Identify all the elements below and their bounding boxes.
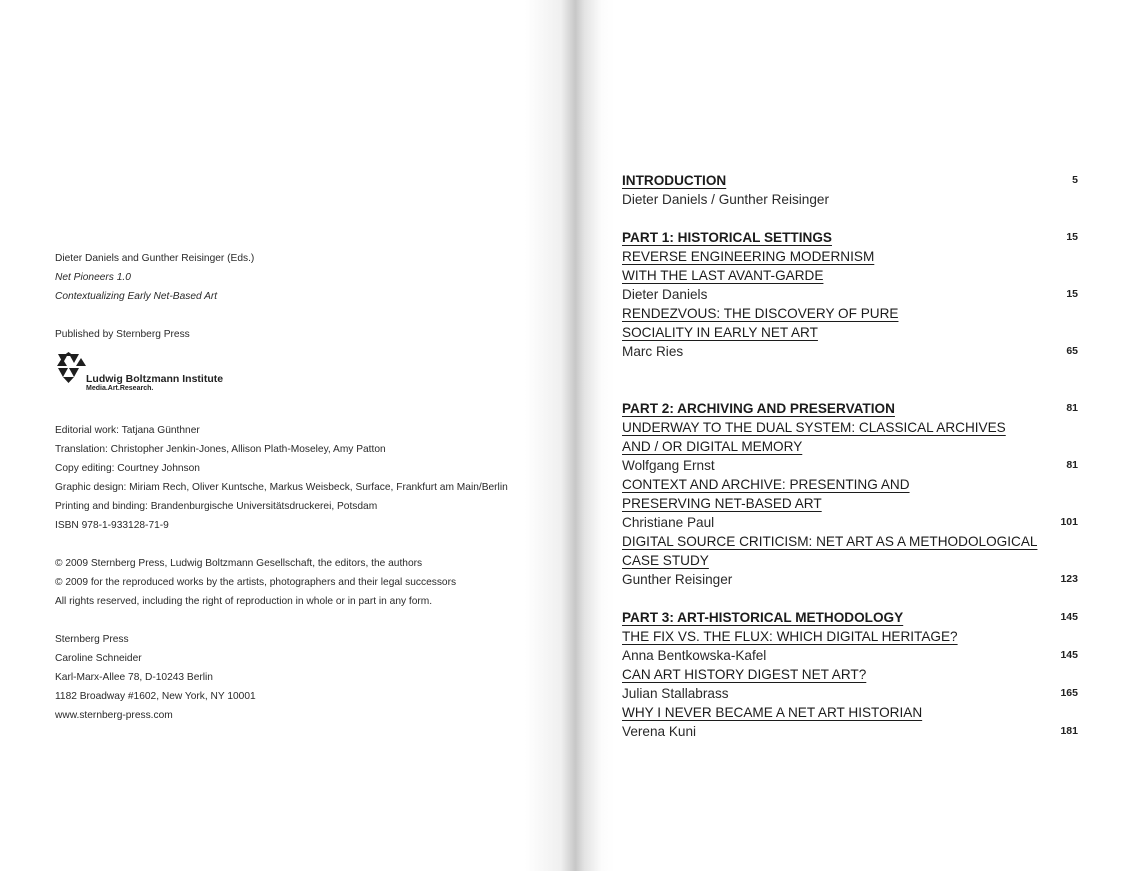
- toc-author-row: [622, 285, 1080, 304]
- rights-line: © 2009 for the reproduced works by the artists, photographers and their legal successors: [55, 577, 457, 588]
- toc-page-number: 65: [1066, 345, 1078, 357]
- website-link[interactable]: www.sternberg-press.com: [55, 710, 173, 721]
- toc-chapter-title[interactable]: PRESERVING NET-BASED ART: [622, 496, 822, 511]
- toc-page-number: 145: [1060, 649, 1078, 661]
- toc-page-number: 145: [1060, 611, 1078, 623]
- table-of-contents: [622, 171, 1080, 741]
- toc-chapter-title[interactable]: CAN ART HISTORY DIGEST NET ART?: [622, 667, 867, 682]
- address-line: Karl-Marx-Allee 78, D-10243 Berlin: [55, 672, 213, 683]
- rights-line: All rights reserved, including the right of reproduction in whole or in part in any form.: [55, 596, 433, 607]
- toc-author: Julian Stallabrass: [622, 686, 729, 701]
- toc-chapter-title[interactable]: CONTEXT AND ARCHIVE: PRESENTING AND: [622, 477, 910, 492]
- toc-author-row: [622, 570, 1080, 589]
- toc-entry-row[interactable]: [622, 323, 1080, 342]
- logo-tagline: Media.Art.Research.: [86, 385, 154, 392]
- toc-chapter-title[interactable]: REVERSE ENGINEERING MODERNISM: [622, 249, 875, 264]
- toc-part-heading[interactable]: PART 3: ART-HISTORICAL METHODOLOGY: [622, 610, 904, 625]
- toc-entry-row[interactable]: [622, 627, 1080, 646]
- toc-chapter-title[interactable]: RENDEZVOUS: THE DISCOVERY OF PURE: [622, 306, 899, 321]
- book-gutter-shadow: [525, 0, 615, 871]
- toc-page-number: 15: [1066, 288, 1078, 300]
- toc-entry-row[interactable]: [622, 247, 1080, 266]
- toc-spacer: [622, 361, 1080, 380]
- toc-entry-row[interactable]: [622, 494, 1080, 513]
- toc-author: Verena Kuni: [622, 724, 697, 739]
- toc-spacer: [622, 380, 1080, 399]
- toc-chapter-title[interactable]: THE FIX VS. THE FLUX: WHICH DIGITAL HERITAGE?: [622, 629, 958, 644]
- toc-author: Christiane Paul: [622, 515, 715, 530]
- logo-name: Ludwig Boltzmann Institute: [86, 373, 224, 385]
- publisher-line: Published by Sternberg Press: [55, 329, 190, 340]
- toc-entry-row[interactable]: [622, 304, 1080, 323]
- address-line: Caroline Schneider: [55, 653, 142, 664]
- toc-entry-row[interactable]: [622, 475, 1080, 494]
- toc-author-row: [622, 513, 1080, 532]
- credit-line: Translation: Christopher Jenkin-Jones, Allison Plath-Moseley, Amy Patton: [55, 444, 386, 455]
- credit-line: Printing and binding: Brandenburgische Universitätsdruckerei, Potsdam: [55, 501, 378, 512]
- toc-chapter-title[interactable]: WITH THE LAST AVANT-GARDE: [622, 268, 824, 283]
- toc-spacer: [622, 589, 1080, 608]
- toc-page-number: 15: [1066, 231, 1078, 243]
- toc-part-heading[interactable]: INTRODUCTION: [622, 173, 727, 188]
- toc-page-number: 81: [1066, 459, 1078, 471]
- toc-chapter-title[interactable]: DIGITAL SOURCE CRITICISM: NET ART AS A METHODOLOGICAL: [622, 534, 1038, 549]
- toc-chapter-title[interactable]: CASE STUDY: [622, 553, 709, 568]
- toc-author-row: [622, 684, 1080, 703]
- toc-author: Gunther Reisinger: [622, 572, 733, 587]
- toc-author-row: [622, 342, 1080, 361]
- toc-chapter-title[interactable]: UNDERWAY TO THE DUAL SYSTEM: CLASSICAL ARCHIVES: [622, 420, 1006, 435]
- toc-page-number: 81: [1066, 402, 1078, 414]
- address-line: 1182 Broadway #1602, New York, NY 10001: [55, 691, 256, 702]
- lbi-logo: [55, 352, 235, 396]
- editors-line: Dieter Daniels and Gunther Reisinger (Eds.): [55, 253, 255, 264]
- toc-author: Anna Bentkowska-Kafel: [622, 648, 767, 663]
- toc-page-number: 5: [1072, 174, 1078, 186]
- toc-part-heading[interactable]: PART 1: HISTORICAL SETTINGS: [622, 230, 832, 245]
- toc-author: Wolfgang Ernst: [622, 458, 715, 473]
- toc-entry-row[interactable]: [622, 228, 1080, 247]
- toc-chapter-title[interactable]: SOCIALITY IN EARLY NET ART: [622, 325, 818, 340]
- toc-page-number: 181: [1060, 725, 1078, 737]
- toc-entry-row[interactable]: [622, 171, 1080, 190]
- credit-line: Graphic design: Miriam Rech, Oliver Kuntsche, Markus Weisbeck, Surface, Frankfurt am Main/Berlin: [55, 482, 508, 493]
- credit-line: Copy editing: Courtney Johnson: [55, 463, 200, 474]
- toc-page-number: 101: [1060, 516, 1078, 528]
- toc-author: Dieter Daniels: [622, 287, 708, 302]
- toc-entry-row[interactable]: [622, 703, 1080, 722]
- toc-part-heading[interactable]: PART 2: ARCHIVING AND PRESERVATION: [622, 401, 895, 416]
- toc-entry-row[interactable]: [622, 266, 1080, 285]
- toc-page-number: 165: [1060, 687, 1078, 699]
- toc-chapter-title[interactable]: AND / OR DIGITAL MEMORY: [622, 439, 803, 454]
- toc-entry-row[interactable]: [622, 418, 1080, 437]
- toc-entry-row[interactable]: [622, 551, 1080, 570]
- toc-chapter-title[interactable]: WHY I NEVER BECAME A NET ART HISTORIAN: [622, 705, 923, 720]
- isbn-line: ISBN 978-1-933128-71-9: [55, 520, 169, 531]
- toc-page-number: 123: [1060, 573, 1078, 585]
- rights-line: © 2009 Sternberg Press, Ludwig Boltzmann Gesellschaft, the editors, the authors: [55, 558, 423, 569]
- triangle-cluster-logo-icon: [55, 352, 89, 384]
- toc-author-row: [622, 190, 1080, 209]
- imprint-page: [55, 249, 525, 725]
- toc-entry-row[interactable]: [622, 532, 1080, 551]
- book-subtitle: Contextualizing Early Net-Based Art: [55, 291, 218, 302]
- toc-entry-row[interactable]: [622, 437, 1080, 456]
- toc-entry-row[interactable]: [622, 665, 1080, 684]
- toc-author-row: [622, 722, 1080, 741]
- toc-spacer: [622, 209, 1080, 228]
- toc-author: Dieter Daniels / Gunther Reisinger: [622, 192, 830, 207]
- toc-author: Marc Ries: [622, 344, 684, 359]
- book-title: Net Pioneers 1.0: [55, 272, 131, 283]
- toc-entry-row[interactable]: [622, 399, 1080, 418]
- credit-line: Editorial work: Tatjana Günthner: [55, 425, 200, 436]
- address-line: Sternberg Press: [55, 634, 129, 645]
- toc-author-row: [622, 456, 1080, 475]
- toc-author-row: [622, 646, 1080, 665]
- toc-entry-row[interactable]: [622, 608, 1080, 627]
